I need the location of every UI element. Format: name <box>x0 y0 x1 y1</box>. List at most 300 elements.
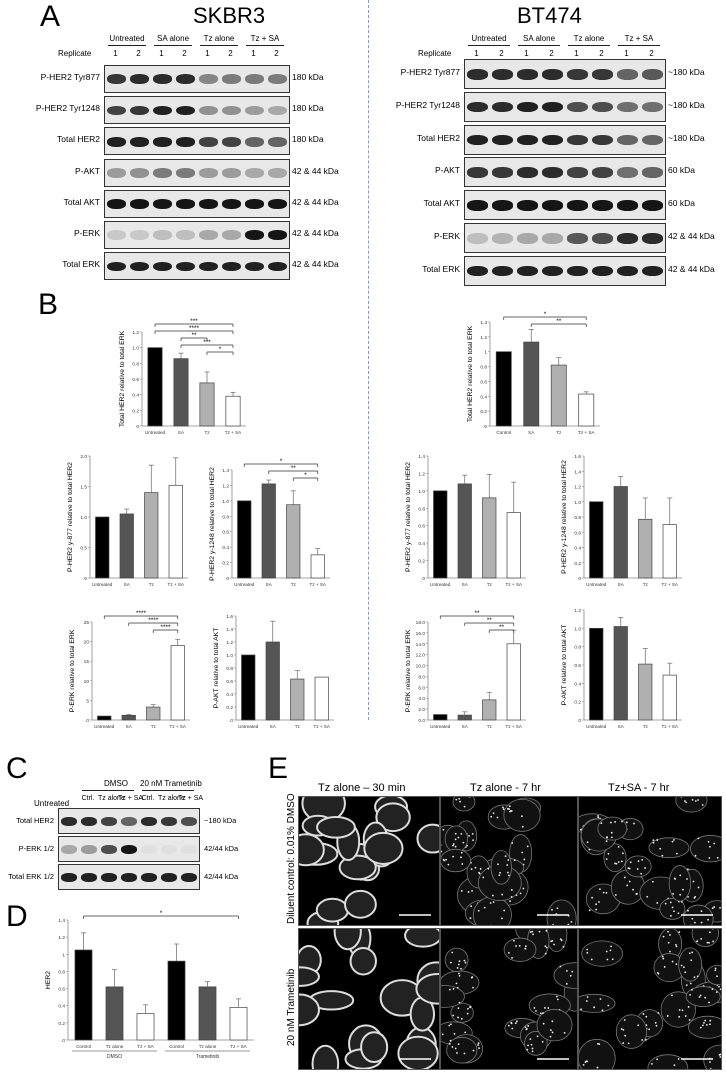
group-label: Trametinib <box>195 1054 220 1060</box>
y-tick-label: 2.0 <box>418 708 425 714</box>
bt474-row-label: Total ERK <box>422 263 460 274</box>
vesicle <box>535 1010 537 1012</box>
bar <box>147 707 160 720</box>
bt474-group-underline <box>618 45 660 46</box>
vesicle <box>709 1020 711 1022</box>
vesicle <box>470 905 472 907</box>
bt474-band <box>517 266 538 277</box>
y-tick-label: 0.8 <box>226 667 233 672</box>
vesicle <box>709 1023 711 1025</box>
bar <box>614 627 627 721</box>
bt474-replicate-number: 2 <box>649 49 654 58</box>
bt474-group-underline <box>518 45 560 46</box>
vesicle <box>591 959 593 961</box>
vesicle <box>709 1061 711 1063</box>
skbr3-band <box>176 106 195 116</box>
bt474-band <box>592 233 613 244</box>
panel-c-band <box>121 845 137 854</box>
bar <box>174 359 188 426</box>
category-label: Tz + SA <box>313 724 330 729</box>
vesicle <box>678 1058 680 1060</box>
y-tick-label: 1.2 <box>222 484 229 490</box>
vesicle <box>487 868 489 870</box>
micro-panel <box>298 928 440 1070</box>
y-tick-label: 1.4 <box>58 919 65 924</box>
vesicle <box>616 863 618 865</box>
bar <box>168 961 185 1040</box>
vesicle <box>501 918 503 920</box>
skbr3-band <box>199 168 218 178</box>
category-label: Untreated <box>234 582 255 587</box>
vesicle <box>539 931 541 933</box>
category-label: SA <box>265 582 272 587</box>
cell-outline <box>504 938 536 961</box>
skbr3-band <box>107 262 126 272</box>
vesicle <box>520 892 522 894</box>
category-label: Untreated <box>430 724 451 729</box>
vesicle <box>675 944 677 946</box>
bar <box>311 555 324 578</box>
vesicle <box>702 1024 704 1026</box>
panel-c-band <box>121 873 137 882</box>
vesicle <box>570 975 572 977</box>
vesicle <box>527 845 529 847</box>
skbr3-band <box>268 199 287 209</box>
skbr3-band <box>153 168 172 178</box>
vesicle <box>460 833 462 835</box>
y-axis-label: P-HER2 y-1248 relative to total HER2 <box>209 467 216 581</box>
y-tick-label: 0.4 <box>58 1004 65 1010</box>
vesicle <box>673 839 675 841</box>
skbr3-band <box>245 168 264 178</box>
y-tick-label: 0.2 <box>132 409 139 415</box>
bar <box>434 715 447 720</box>
bar <box>579 394 594 426</box>
bt474-blot-strip <box>464 256 666 286</box>
bt474-kda-label: ~180 kDa <box>668 67 705 77</box>
bt474-band <box>542 167 563 178</box>
panel-c-band <box>121 817 137 826</box>
cell-outline <box>405 929 439 947</box>
category-label: Tz alone <box>105 1044 124 1049</box>
vesicle <box>671 995 673 997</box>
vesicle <box>553 944 555 946</box>
y-tick-label: 4.0 <box>418 697 425 703</box>
bt474-band <box>642 102 663 113</box>
bt474-band <box>467 200 488 211</box>
y-axis-label: Total HER2 relative to total ERK <box>467 325 474 423</box>
chart-bt474-y1248 <box>548 448 688 600</box>
vesicle <box>443 860 445 862</box>
skbr3-replicate-number: 2 <box>182 49 187 58</box>
vesicle <box>546 947 548 949</box>
bar <box>120 514 133 578</box>
vesicle <box>505 855 507 857</box>
vesicle <box>501 894 503 896</box>
skbr3-blot-strip <box>104 96 290 124</box>
skbr3-band <box>245 106 264 116</box>
category-label: Tz alone <box>198 1044 217 1049</box>
sig-stars: * <box>159 909 163 917</box>
vesicle <box>716 991 718 993</box>
vesicle <box>459 960 461 962</box>
y-tick-label: 1.4 <box>226 628 233 633</box>
vesicle <box>591 897 593 899</box>
vesicle <box>478 1047 480 1049</box>
y-axis-label: P-HER2 y-877 relative to total HER2 <box>405 462 412 572</box>
y-tick-label: 1.0 <box>222 499 229 505</box>
y-tick-label: 0 <box>86 719 89 724</box>
bt474-band <box>542 200 563 211</box>
vesicle <box>586 1061 588 1063</box>
vesicle <box>586 952 588 954</box>
vesicle <box>509 900 511 902</box>
vesicle <box>690 983 692 985</box>
category-label: Tz <box>290 582 296 587</box>
skbr3-band <box>153 74 172 84</box>
y-tick-label: 0.2 <box>58 1021 65 1027</box>
vesicle <box>442 1034 444 1036</box>
cell-outline <box>491 850 511 884</box>
vesicle <box>678 931 680 933</box>
sig-stars: ** <box>191 331 197 339</box>
skbr3-replicate-number: 1 <box>159 49 164 58</box>
skbr3-band <box>245 262 264 272</box>
vesicle <box>670 902 672 904</box>
bar <box>458 715 471 720</box>
vesicle <box>545 945 547 947</box>
vesicle <box>701 910 703 912</box>
y-tick-label: 0.4 <box>226 693 233 698</box>
y-axis-label: P-AKT relative to total AKT <box>213 627 220 709</box>
bar <box>199 987 216 1040</box>
vesicle <box>464 960 466 962</box>
y-tick-label: 1.0 <box>132 346 139 352</box>
vesicle <box>531 1044 533 1046</box>
y-tick-label: 25 <box>83 621 89 626</box>
bt474-band <box>492 102 513 113</box>
chart-bt474-total-her2 <box>456 296 606 448</box>
vesicle <box>458 1043 460 1045</box>
vesicle <box>477 1044 479 1046</box>
vesicle <box>571 921 573 923</box>
vesicle <box>704 997 706 999</box>
cell-outline <box>579 994 615 1012</box>
y-tick-label: 0.0 <box>418 719 425 724</box>
panel-c-band <box>101 845 117 854</box>
vesicle <box>682 889 684 891</box>
bar <box>663 525 676 578</box>
vesicle <box>700 1027 702 1029</box>
vesicle <box>526 1028 528 1030</box>
vesicle <box>717 857 719 859</box>
vesicle <box>615 894 617 896</box>
bt474-kda-label: 42 & 44 kDa <box>668 263 715 274</box>
category-label: Tz + SA <box>137 1044 154 1049</box>
y-tick-label: 1.2 <box>480 335 487 341</box>
vesicle <box>664 966 666 968</box>
vesicle <box>693 881 695 883</box>
vesicle <box>471 977 473 979</box>
y-tick-label: 0.6 <box>418 524 425 530</box>
vesicle <box>621 860 623 862</box>
vesicle <box>645 1016 647 1018</box>
vesicle <box>656 902 658 904</box>
cell-outline <box>648 1055 688 1069</box>
bt474-band <box>567 135 588 146</box>
vesicle <box>471 868 473 870</box>
vesicle <box>453 843 455 845</box>
vesicle <box>455 833 457 835</box>
vesicle <box>452 1046 454 1048</box>
vesicle <box>457 967 459 969</box>
skbr3-band <box>130 168 149 178</box>
vesicle <box>502 807 504 809</box>
bt474-replicate-number: 1 <box>474 49 479 58</box>
vesicle <box>606 837 608 839</box>
vesicle <box>656 1025 658 1027</box>
vesicle <box>597 815 599 817</box>
category-label: Tz + SA <box>578 430 595 435</box>
skbr3-blot-strip <box>104 159 290 187</box>
vesicle <box>472 987 474 989</box>
micro-panel <box>440 796 578 926</box>
vesicle <box>521 852 523 854</box>
y-axis-label: P-ERK relative to total ERK <box>405 629 412 713</box>
panel-c-band <box>141 873 157 882</box>
vesicle <box>678 912 680 914</box>
skbr3-band <box>268 74 287 84</box>
panel-c-kda-label: 42/44 kDa <box>204 872 239 881</box>
skbr3-band <box>268 168 287 178</box>
bt474-kda-label: 42 & 44 kDa <box>668 231 715 241</box>
y-tick-label: 0 <box>578 577 581 582</box>
vesicle <box>706 1024 708 1026</box>
vesicle <box>452 845 454 847</box>
vesicle <box>628 1042 630 1044</box>
y-tick-label: 0 <box>230 719 233 724</box>
panel-letter-a: A <box>40 0 61 33</box>
category-label: Tz + SA <box>505 724 522 729</box>
cell-outline <box>441 849 471 871</box>
vesicle <box>621 821 623 823</box>
y-tick-label: 1 <box>484 350 487 356</box>
bt474-kda-label: ~180 kDa <box>668 132 705 143</box>
y-tick-label: 0 <box>84 577 87 582</box>
bt474-replicate-number: 1 <box>524 49 529 58</box>
bt474-band <box>567 102 588 113</box>
panel-c-band <box>81 845 97 854</box>
bt474-title: BT474 <box>517 3 582 28</box>
y-tick-label: 0.6 <box>222 530 229 536</box>
y-tick-label: 1.4 <box>480 321 487 326</box>
vesicle <box>611 837 613 839</box>
vesicle <box>691 989 693 991</box>
vesicle <box>521 815 523 817</box>
vesicle <box>692 799 694 801</box>
vesicle <box>658 973 660 975</box>
skbr3-band <box>222 137 241 147</box>
y-tick-label: 0.2 <box>418 559 425 565</box>
vesicle <box>688 1006 690 1008</box>
skbr3-band <box>199 230 218 240</box>
vesicle <box>595 909 597 911</box>
y-axis-label: P-HER2 y-1248 relative to total HER2 <box>561 460 568 574</box>
panel-c-untreated-header: Untreated <box>34 799 70 808</box>
bt474-kda-label: 60 kDa <box>668 165 695 176</box>
vesicle <box>713 906 715 908</box>
vesicle <box>453 988 455 990</box>
vesicle <box>662 958 664 960</box>
panel-c-band <box>61 817 77 826</box>
cell-outline <box>364 833 402 864</box>
panel-c-band <box>61 845 77 854</box>
vesicle <box>636 893 638 895</box>
skbr3-title: SKBR3 <box>193 3 266 28</box>
vesicle <box>691 918 693 920</box>
vesicle <box>459 975 461 977</box>
panel-c-blot-strip <box>58 836 200 862</box>
y-tick-label: 1.2 <box>226 641 233 646</box>
vesicle <box>651 1063 653 1065</box>
sig-stars: * <box>279 457 283 465</box>
vesicle <box>718 986 720 988</box>
bt474-group-header: Tz alone <box>573 34 605 43</box>
vesicle <box>622 1029 624 1031</box>
cell-outline <box>417 825 439 853</box>
vesicle <box>552 1032 554 1034</box>
vesicle <box>515 945 517 947</box>
vesicle <box>515 1022 517 1024</box>
bar <box>230 1007 247 1040</box>
bt474-band <box>542 266 563 277</box>
category-label: Untreated <box>586 582 607 587</box>
y-tick-label: 1.4 <box>418 455 425 460</box>
vesicle <box>527 1025 529 1027</box>
y-tick-label: 0 <box>422 577 425 582</box>
bt474-group-underline <box>468 45 510 46</box>
vesicle <box>690 959 692 961</box>
vesicle <box>606 858 608 860</box>
bar <box>590 502 603 578</box>
vesicle <box>460 856 462 858</box>
vesicle <box>478 910 480 912</box>
micro-cells <box>441 929 577 1069</box>
panel-letter-b: B <box>38 288 59 321</box>
panel-c-band <box>101 873 117 882</box>
vesicle <box>708 1002 710 1004</box>
category-label: Untreated <box>238 724 259 729</box>
vesicle <box>672 907 674 909</box>
y-tick-label: 0.8 <box>418 507 425 513</box>
vesicle <box>458 973 460 975</box>
vesicle <box>508 808 510 810</box>
vesicle <box>675 963 677 965</box>
vesicle <box>445 859 447 861</box>
skbr3-band <box>176 168 195 178</box>
skbr3-replicate-number: 2 <box>274 49 279 58</box>
skbr3-band <box>130 74 149 84</box>
vesicle <box>694 896 696 898</box>
skbr3-band <box>176 230 195 240</box>
panel-c-row-label: Total ERK 1/2 <box>8 872 54 881</box>
vesicle <box>492 895 494 897</box>
vesicle <box>455 846 457 848</box>
vesicle <box>534 1007 536 1009</box>
panel-c-band <box>181 873 197 882</box>
vesicle <box>600 822 602 824</box>
vesicle <box>459 801 461 803</box>
sig-stars: * <box>304 471 307 479</box>
skbr3-band <box>199 106 218 116</box>
cell-outline <box>688 1016 721 1038</box>
panel-c-blot-strip <box>58 864 200 890</box>
skbr3-band <box>130 262 149 272</box>
vesicle <box>503 910 505 912</box>
sig-stars: *** <box>190 317 198 325</box>
vesicle <box>452 856 454 858</box>
skbr3-group-header: Tz alone <box>203 34 235 43</box>
category-label: Tz <box>486 724 492 729</box>
category-label: Tz + SA <box>230 1044 247 1049</box>
vesicle <box>608 853 610 855</box>
bt474-row-label: P-HER2 Tyr877 <box>400 67 460 77</box>
vesicle <box>668 942 670 944</box>
micro-cells <box>441 797 577 925</box>
vesicle <box>665 903 667 905</box>
panel-c-band <box>101 817 117 826</box>
micro-cells <box>579 929 721 1069</box>
vesicle <box>630 861 632 863</box>
bt474-band <box>567 233 588 244</box>
vesicle <box>612 958 614 960</box>
cell-outline <box>361 1032 387 1062</box>
category-label: Tz <box>642 724 648 729</box>
category-label: Tz + SA <box>661 724 678 729</box>
skbr3-band <box>176 74 195 84</box>
panel-c-blot-strip <box>58 808 200 834</box>
vesicle <box>621 1028 623 1030</box>
y-tick-label: 1.2 <box>574 485 581 491</box>
bt474-band <box>542 233 563 244</box>
y-tick-label: 1 <box>62 953 65 959</box>
vesicle <box>622 852 624 854</box>
vesicle <box>506 864 508 866</box>
y-axis-label: P-AKT relative to total AKT <box>561 624 568 706</box>
bt474-band <box>542 102 563 113</box>
bt474-band <box>567 167 588 178</box>
vesicle <box>530 931 532 933</box>
bt474-band <box>617 135 638 146</box>
skbr3-band <box>153 137 172 147</box>
bt474-blot-strip <box>464 59 666 89</box>
skbr3-band <box>268 262 287 272</box>
y-tick-label: 1.0 <box>574 627 581 633</box>
bar <box>238 501 251 578</box>
vesicle <box>657 1012 659 1014</box>
category-label: Tz + SA <box>169 724 186 729</box>
vesicle <box>667 931 669 933</box>
vesicle <box>461 1018 463 1020</box>
cell-outline <box>704 1045 721 1069</box>
skbr3-kda-label: 42 & 44 kDa <box>292 165 339 176</box>
vesicle <box>707 942 709 944</box>
sig-stars: ** <box>556 317 562 325</box>
cell-outline <box>692 929 719 947</box>
y-tick-label: 6.0 <box>418 686 425 692</box>
bt474-band <box>542 69 563 80</box>
vesicle <box>607 959 609 961</box>
